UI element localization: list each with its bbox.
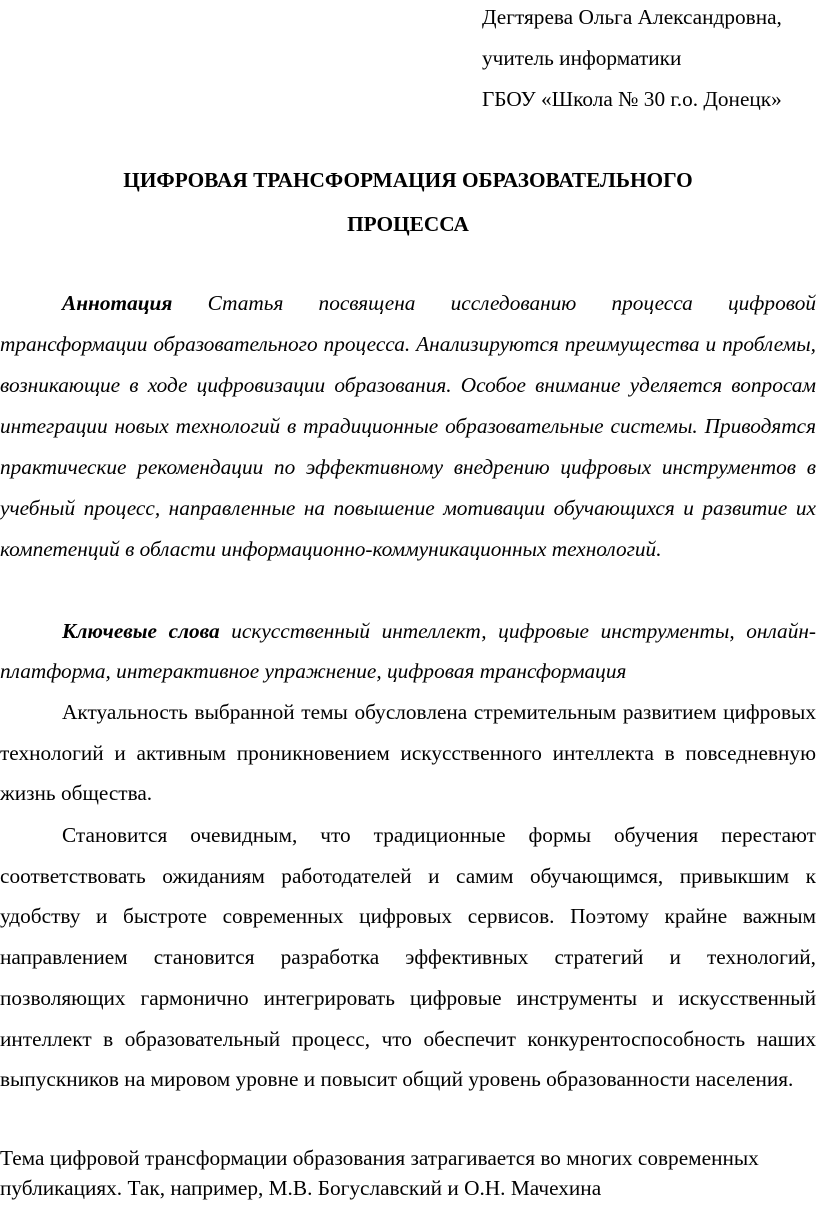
title-line-2: ПРОЦЕССА <box>347 212 469 236</box>
keywords-paragraph <box>0 611 816 691</box>
annotation-label: Аннотация <box>62 291 173 315</box>
keywords-label: Ключевые слова <box>62 619 220 643</box>
body-paragraph-3: Тема цифровой трансформации образования затрагивается во многих современных публикациях. Так, например, М.В. Богуславский и О.Н. Мачехина <box>0 1146 759 1200</box>
author-position: учитель информатики <box>482 46 682 70</box>
keywords-text: искусственный интеллект, цифровые инструменты, онлайн-платформа, интерактивное упражнение, цифровая трансформация <box>0 619 816 683</box>
annotation-text: Статья посвящена исследованию процесса цифровой трансформации образовательного процесса. Анализируются преимущества и проблемы, возникающие в ходе цифровизации образования. Особое внимание уделяется вопросам интеграции новых технологий в традиционные образовательные системы. Приводятся практические рекомендации по эффективному внедрению цифровых инструментов в учебный процесс, направленные на повышение мотивации обучающихся и развитие их компетенций в области информационно-коммуникационных технологий. <box>0 291 816 561</box>
body-paragraph-1: Актуальность выбранной темы обусловлена стремительным развитием цифровых технологий и активным проникновением искусственного интеллекта в повседневную жизнь общества. <box>0 700 816 805</box>
article-title <box>0 158 816 246</box>
author-block <box>482 2 816 125</box>
author-organization: ГБОУ «Школа № 30 г.о. Донецк» <box>482 87 782 111</box>
annotation-paragraph <box>0 283 816 570</box>
author-name: Дегтярева Ольга Александровна, <box>482 5 782 29</box>
title-line-1: ЦИФРОВАЯ ТРАНСФОРМАЦИЯ ОБРАЗОВАТЕЛЬНОГО <box>123 168 693 192</box>
body-paragraph-2: Становится очевидным, что традиционные формы обучения перестают соответствовать ожиданиям работодателей и самим обучающимся, привыкшим к удобству и быстроте современных цифровых сервисов. Поэтому крайне важным направлением становится разработка эффективных стратегий и технологий, позволяющих гармонично интегрировать цифровые инструменты и искусственный интеллект в образовательный процесс, что обеспечит конкурентоспособность наших выпускников на мировом уровне и повысит общий уровень образованности населения. <box>0 823 816 1092</box>
